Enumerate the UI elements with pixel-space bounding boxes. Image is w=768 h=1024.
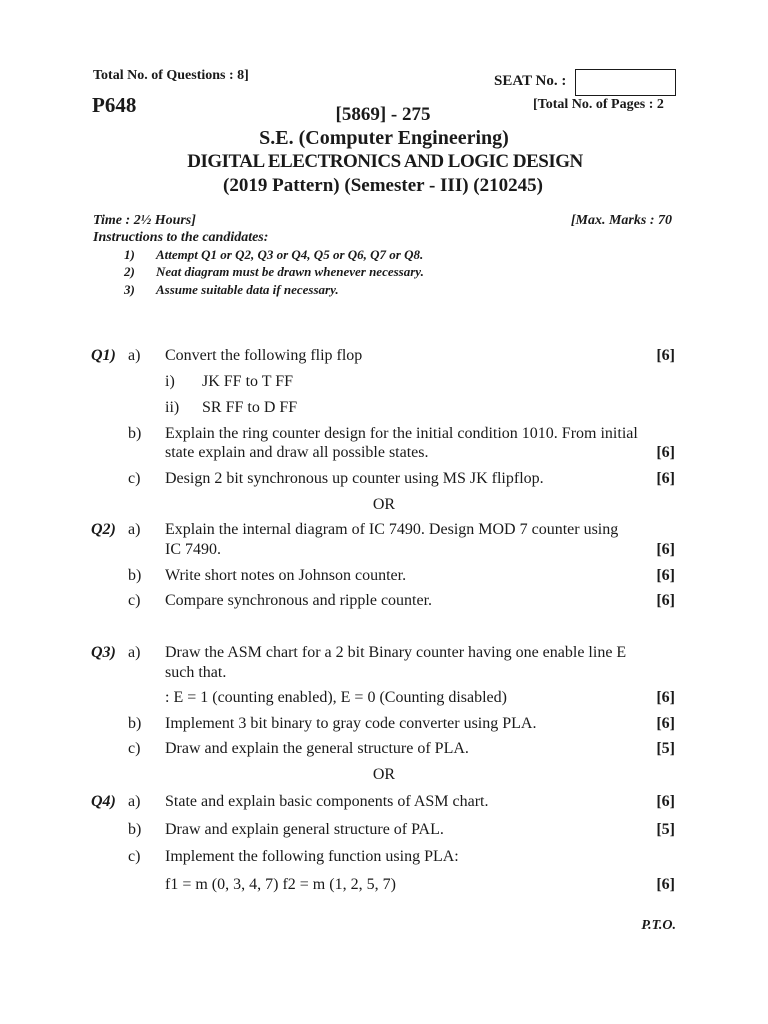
- question-text: such that.: [165, 664, 227, 681]
- part-label: c): [128, 470, 141, 487]
- part-label: b): [128, 715, 142, 732]
- question-text: Write short notes on Johnson counter.: [165, 567, 407, 584]
- question-label-q3: Q3): [91, 644, 116, 661]
- question-text: Convert the following flip flop: [165, 347, 363, 364]
- instruction-number: 2): [124, 264, 135, 279]
- question-text: Draw and explain general structure of PAL.: [165, 821, 444, 838]
- subpart-label: ii): [165, 399, 180, 416]
- paper-number: [5869] - 275: [335, 104, 431, 125]
- course-title: S.E. (Computer Engineering): [259, 127, 509, 149]
- question-label-q1: Q1): [91, 347, 116, 364]
- part-label: b): [128, 425, 142, 442]
- marks: [5]: [656, 821, 675, 838]
- part-label: c): [128, 592, 141, 609]
- instruction-number: 3): [124, 282, 135, 297]
- time-allowed: Time : 2½ Hours]: [93, 213, 196, 228]
- marks: [6]: [656, 347, 675, 364]
- seat-number-box[interactable]: [575, 69, 676, 96]
- instructions-heading: Instructions to the candidates:: [93, 230, 269, 245]
- marks: [5]: [656, 740, 675, 757]
- question-text: Explain the ring counter design for the initial condition 1010. From initial: [165, 425, 638, 442]
- total-questions: Total No. of Questions : 8]: [93, 68, 249, 83]
- part-label: a): [128, 644, 141, 661]
- subpart-text: SR FF to D FF: [202, 399, 298, 416]
- marks: [6]: [656, 876, 675, 893]
- marks: [6]: [656, 592, 675, 609]
- pto-label: P.T.O.: [641, 918, 676, 933]
- subpart-label: i): [165, 373, 175, 390]
- instruction-text: Assume suitable data if necessary.: [156, 282, 339, 297]
- question-text: Implement the following function using PLA:: [165, 848, 459, 865]
- instruction-text: Neat diagram must be drawn whenever necessary.: [156, 264, 424, 279]
- paper-code: P648: [92, 93, 137, 117]
- marks: [6]: [656, 444, 675, 461]
- total-pages: [Total No. of Pages : 2: [533, 97, 664, 112]
- marks: [6]: [656, 470, 675, 487]
- pattern-line: (2019 Pattern) (Semester - III) (210245): [223, 175, 543, 196]
- question-text: Draw the ASM chart for a 2 bit Binary counter having one enable line E: [165, 644, 627, 661]
- question-label-q2: Q2): [91, 521, 116, 538]
- question-text: State and explain basic components of ASM chart.: [165, 793, 489, 810]
- question-label-q4: Q4): [91, 793, 116, 810]
- part-label: a): [128, 793, 141, 810]
- marks: [6]: [656, 567, 675, 584]
- question-text: state explain and draw all possible states.: [165, 444, 429, 461]
- subpart-text: JK FF to T FF: [202, 373, 294, 390]
- part-label: a): [128, 347, 141, 364]
- marks: [6]: [656, 715, 675, 732]
- subject-title: DIGITAL ELECTRONICS AND LOGIC DESIGN: [187, 151, 583, 172]
- part-label: c): [128, 848, 141, 865]
- marks: [6]: [656, 793, 675, 810]
- instruction-text: Attempt Q1 or Q2, Q3 or Q4, Q5 or Q6, Q7 or Q8.: [156, 247, 424, 262]
- question-text: Compare synchronous and ripple counter.: [165, 592, 433, 609]
- question-text: Design 2 bit synchronous up counter using MS JK flipflop.: [165, 470, 544, 487]
- question-text: IC 7490.: [165, 541, 221, 558]
- part-label: c): [128, 740, 141, 757]
- part-label: b): [128, 821, 142, 838]
- question-text: f1 = m (0, 3, 4, 7) f2 = m (1, 2, 5, 7): [165, 876, 396, 893]
- instruction-number: 1): [124, 247, 135, 262]
- part-label: a): [128, 521, 141, 538]
- question-text: Draw and explain the general structure of PLA.: [165, 740, 469, 757]
- max-marks: [Max. Marks : 70: [570, 213, 672, 228]
- part-label: b): [128, 567, 142, 584]
- question-text: Explain the internal diagram of IC 7490. Design MOD 7 counter using: [165, 521, 619, 538]
- marks: [6]: [656, 689, 675, 706]
- question-text: Implement 3 bit binary to gray code converter using PLA.: [165, 715, 537, 732]
- or-separator: OR: [372, 496, 396, 513]
- seat-number-label: SEAT No. :: [494, 73, 567, 89]
- marks: [6]: [656, 541, 675, 558]
- or-separator: OR: [372, 766, 396, 783]
- question-text: : E = 1 (counting enabled), E = 0 (Counting disabled): [165, 689, 507, 706]
